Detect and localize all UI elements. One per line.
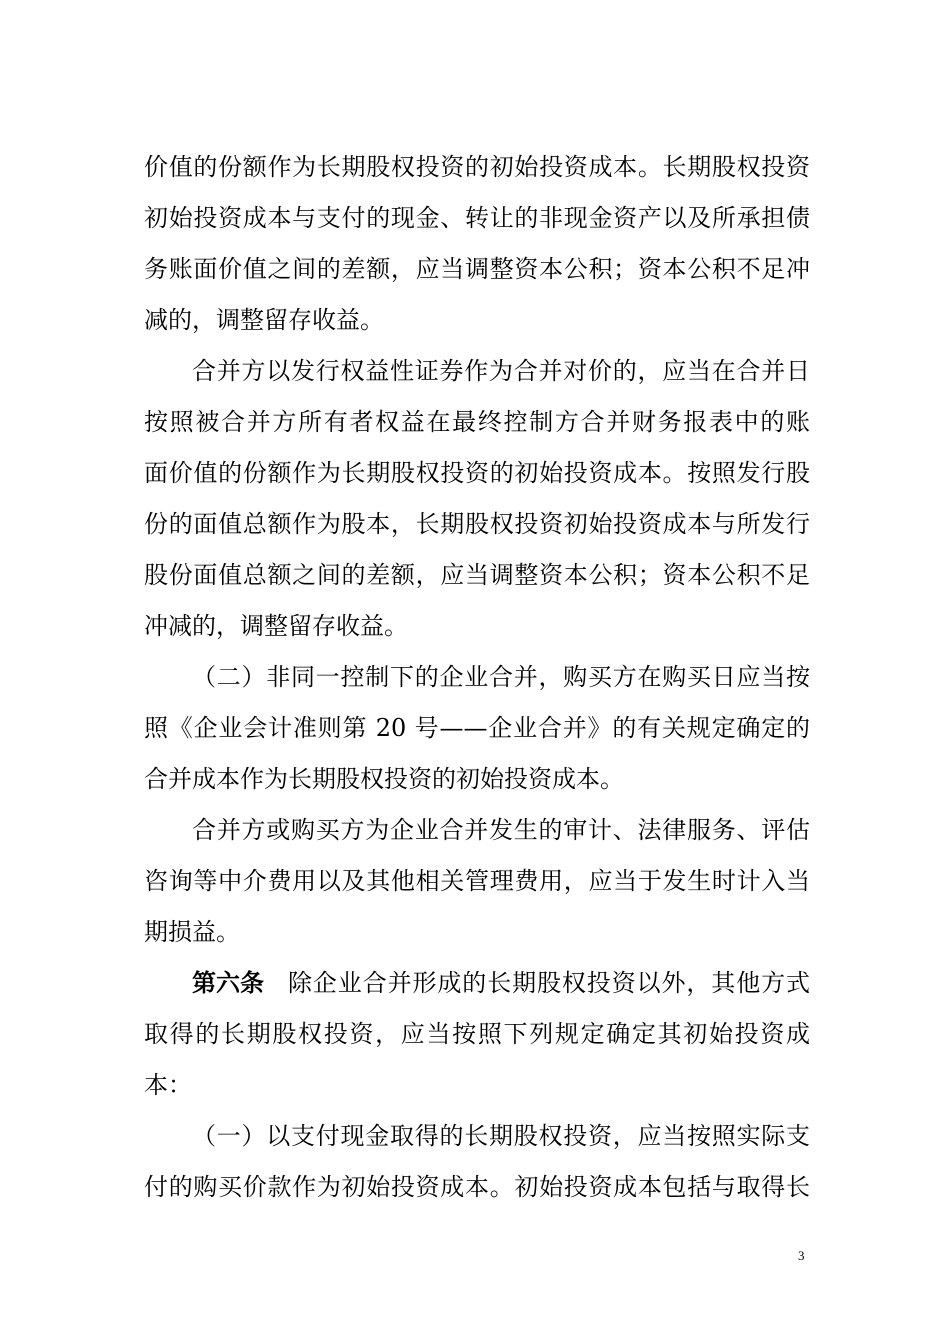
- text-line-16: 期损益。: [144, 918, 240, 946]
- text-line-14: 合并方或购买方为企业合并发生的审计、法律服务、评估: [192, 816, 810, 844]
- text-line-3: 务账面价值之间的差额，应当调整资本公积；资本公积不足冲: [144, 255, 810, 283]
- text-line-19: 本：: [144, 1071, 192, 1099]
- text-line-17: 除企业合并形成的长期股权投资以外，其他方式: [288, 969, 810, 997]
- text-line-8: 份的面值总额作为股本，长期股权投资初始投资成本与所发行: [144, 510, 810, 538]
- text-line-4: 减的，调整留存收益。: [144, 306, 384, 334]
- article-label: 第六条: [192, 968, 264, 997]
- text-line-13: 合并成本作为长期股权投资的初始投资成本。: [144, 765, 624, 793]
- text-line-21: 付的购买价款作为初始投资成本。初始投资成本包括与取得长: [144, 1173, 810, 1201]
- text-line-18: 取得的长期股权投资，应当按照下列规定确定其初始投资成: [144, 1020, 810, 1048]
- text-line-11: （二）非同一控制下的企业合并，购买方在购买日应当按: [192, 663, 810, 691]
- text-line-20: （一）以支付现金取得的长期股权投资，应当按照实际支: [192, 1122, 810, 1150]
- text-line-9: 股份面值总额之间的差额，应当调整资本公积；资本公积不足: [144, 561, 810, 589]
- text-line-6: 按照被合并方所有者权益在最终控制方合并财务报表中的账: [144, 408, 810, 436]
- text-line-12: 照《企业会计准则第 20 号——企业合并》的有关规定确定的: [144, 714, 810, 742]
- text-line-5: 合并方以发行权益性证券作为合并对价的，应当在合并日: [192, 357, 810, 385]
- text-line-1: 价值的份额作为长期股权投资的初始投资成本。长期股权投资: [144, 153, 810, 181]
- text-line-2: 初始投资成本与支付的现金、转让的非现金资产以及所承担债: [144, 204, 810, 232]
- page-number: 3: [798, 1248, 805, 1263]
- text-line-10: 冲减的，调整留存收益。: [144, 612, 408, 640]
- text-line-15: 咨询等中介费用以及其他相关管理费用，应当于发生时计入当: [144, 867, 810, 895]
- text-line-7: 面价值的份额作为长期股权投资的初始投资成本。按照发行股: [144, 459, 810, 487]
